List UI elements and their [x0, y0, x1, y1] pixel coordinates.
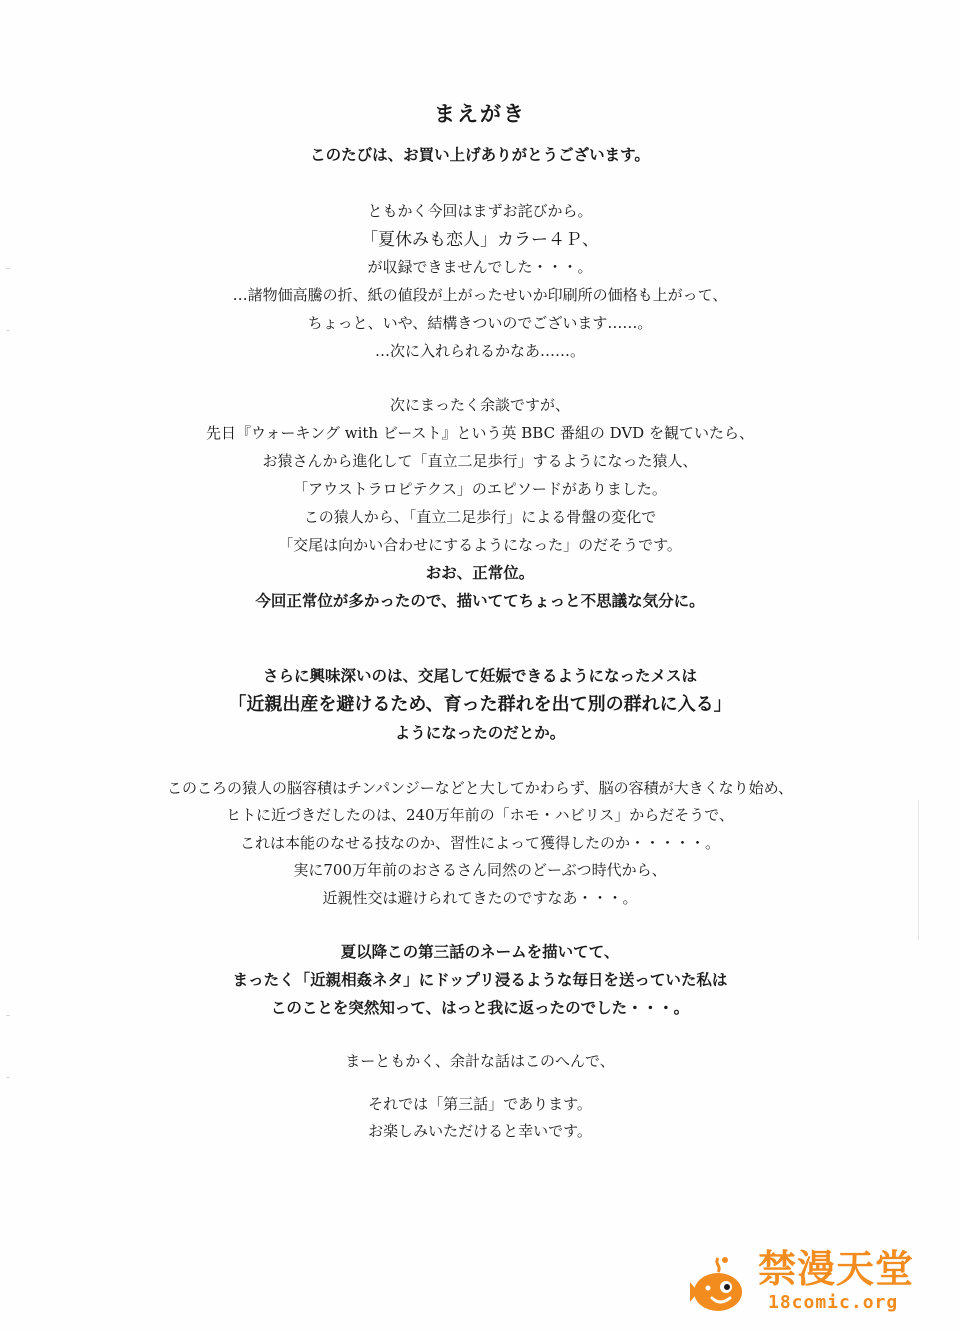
summer-line: このことを突然知って、はっと我に返ったのでした・・・。	[270, 999, 690, 1017]
scan-edge-line	[918, 800, 919, 940]
orange-fish-mascot-icon	[688, 1254, 752, 1314]
aside-line: 先日『ウォーキング with ビースト』という英 BBC 番組の DVD を観ていたら、	[206, 424, 754, 442]
interesting-line: ようになったのだとか。	[394, 724, 566, 742]
interesting-quote: 「近親出産を避けるため、育った群れを出て別の群れに入る」	[228, 694, 732, 715]
apology-line: …次に入れられるかなあ……。	[374, 342, 585, 360]
apology-line: が収録できませんでした・・・。	[367, 258, 593, 276]
apology-line: …諸物価高騰の折、紙の値段が上がったせいか印刷所の価格も上がって、	[232, 286, 728, 304]
brain-line: 実に700万年前のおさるさん同然のどーぶつ時代から、	[293, 861, 667, 879]
aside-line: お猿さんから進化して「直立二足歩行」するようになった猿人、	[262, 452, 698, 470]
aside-bold-line: おお、正常位。	[425, 564, 535, 582]
margin-mark	[6, 268, 10, 269]
margin-mark	[6, 330, 10, 331]
closing-line: それでは「第三話」であります。	[368, 1095, 592, 1113]
apology-line: ともかく今回はまずお詫びから。	[367, 202, 593, 220]
brain-line: このころの猿人の脳容積はチンパンジーなどと大してかわらず、脳の容積が大きくなり始め、	[166, 779, 794, 797]
aside-line: この猿人から、「直立二足歩行」による骨盤の変化で	[303, 508, 657, 526]
watermark-title: 禁漫天堂	[758, 1247, 915, 1291]
aside-line: 「交尾は向かい合わせにするようになった」のだそうです。	[278, 536, 682, 554]
brain-line: 近親性交は避けられてきたのですなあ・・・。	[322, 889, 638, 907]
margin-mark	[6, 1015, 10, 1016]
summer-line: まったく「近親相姦ネタ」にドップリ浸るような毎日を送っていた私は	[232, 971, 728, 989]
page-title: まえがき	[434, 102, 526, 126]
greeting-line: このたびは、お買い上げありがとうございます。	[310, 146, 650, 164]
brain-line: ヒトに近づきだしたのは、240万年前の「ホモ・ハビリス」からだそうで、	[225, 806, 735, 824]
closing-line: お楽しみいただけると幸いです。	[368, 1122, 592, 1140]
closing-line: まーともかく、余計な話はこのへんで、	[345, 1052, 615, 1070]
watermark-logo	[688, 1240, 938, 1320]
apology-line: ちょっと、いや、結構きついのでございます……。	[307, 314, 653, 332]
brain-line: これは本能のなせる技なのか、習性によって獲得したのか・・・・・。	[239, 834, 720, 852]
margin-mark	[6, 1077, 10, 1078]
interesting-line: さらに興味深いのは、交尾して妊娠できるようになったメスは	[262, 667, 697, 685]
aside-line: 「アウストラロピテクス」のエピソードがありました。	[293, 480, 667, 498]
aside-line: 次にまったく余談ですが、	[389, 396, 570, 414]
aside-bold-line: 今回正常位が多かったので、描いててちょっと不思議な気分に。	[255, 592, 705, 610]
summer-line: 夏以降この第三話のネームを描いてて、	[340, 943, 620, 961]
watermark-url: 18comic.org	[768, 1292, 899, 1313]
apology-line: 「夏休みも恋人」カラー４Ｐ、	[361, 230, 599, 250]
